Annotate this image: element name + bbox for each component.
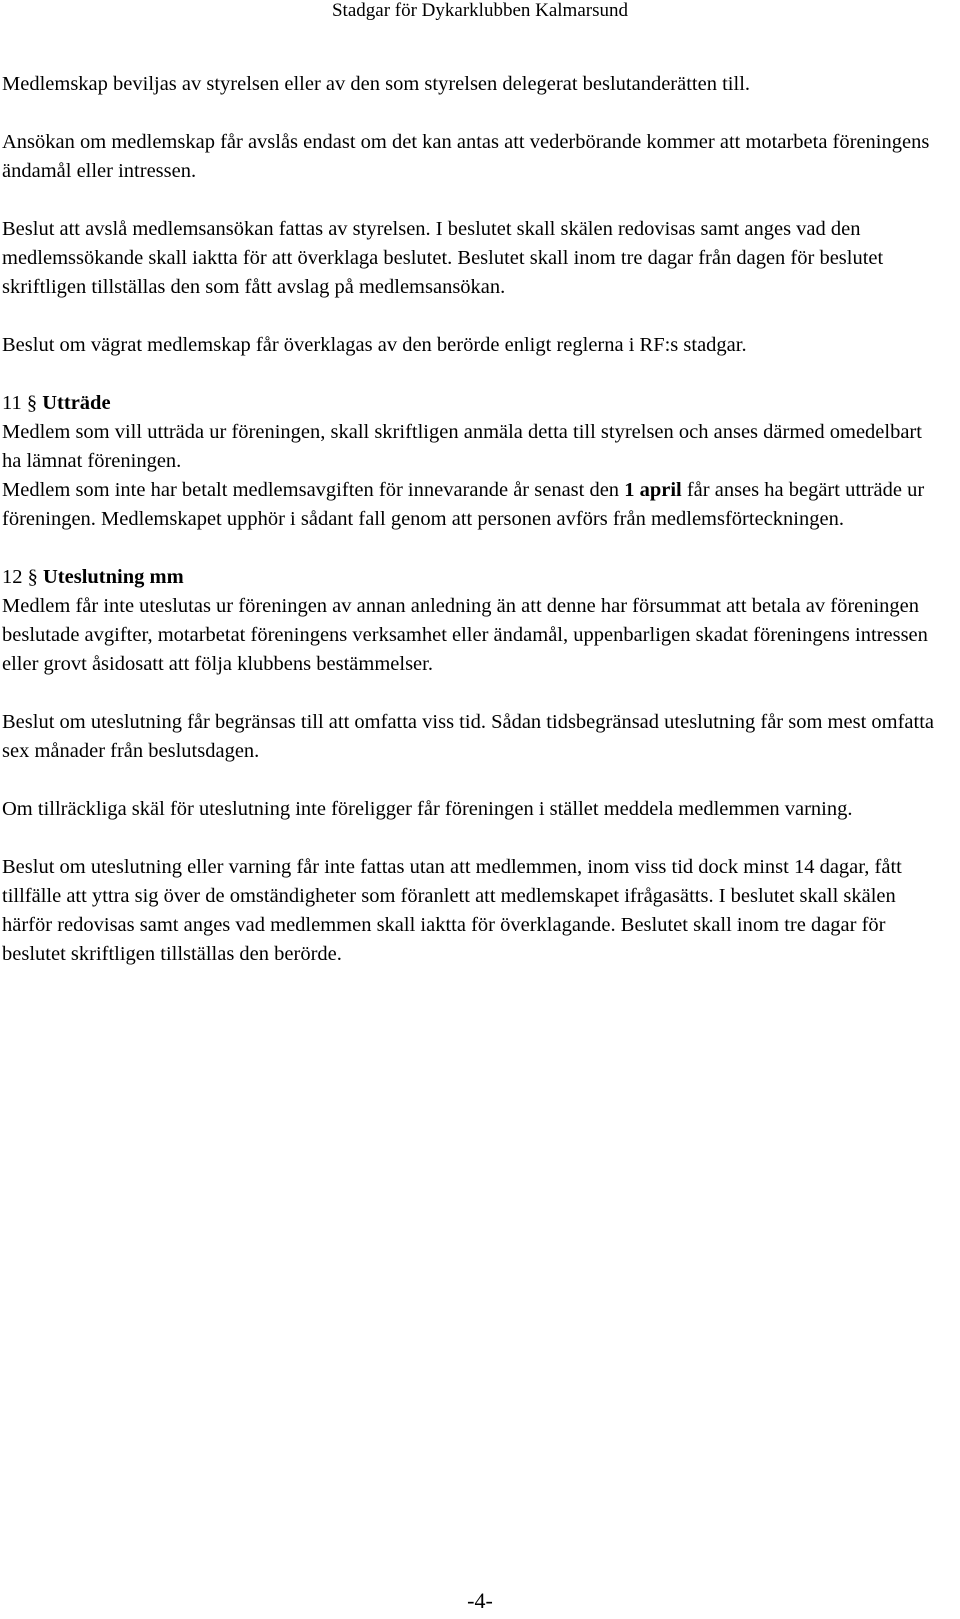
section-12-number: 12 § <box>2 566 38 588</box>
section-12-title: Uteslutning mm <box>43 566 184 588</box>
document-body <box>2 70 938 969</box>
running-header: Stadgar för Dykarklubben Kalmarsund <box>331 0 628 21</box>
section-11-paragraph-resignation: Medlem som vill utträda ur föreningen, skall skriftligen anmäla detta till styrelsen och anses därmed omedelbart ha lämnat föreningen. <box>2 421 922 472</box>
section-11-text-before: Medlem som inte har betalt medlemsavgiften för innevarande år senast den <box>2 479 625 501</box>
paragraph-rejection-decision: Beslut att avslå medlemsansökan fattas av styrelsen. I beslutet skall skälen redovisas samt anges vad den medlemssökande skall iaktta för att överklaga beslutet. Beslutet skall inom tre dagar från dagen för beslutet skriftligen tillställas den som fått avslag på medlemsansökan. <box>2 218 884 298</box>
section-11-text-after: får anses ha begärt utträde ur föreningen. Medlemskapet upphör i sådant fall genom att personen avförs från medlemsförteckningen. <box>2 479 925 530</box>
section-11-heading <box>2 389 938 418</box>
section-12-paragraph-time-limit: Beslut om uteslutning får begränsas till att omfatta viss tid. Sådan tidsbegränsad uteslutning får som mest omfatta sex månader från beslutsdagen. <box>2 711 935 762</box>
section-12-paragraph-grounds: Medlem får inte uteslutas ur föreningen av annan anledning än att denne har försummat att betala av föreningen beslutade avgifter, motarbetat föreningens verksamhet eller ändamål, uppenbarligen skadat föreningens intressen eller grovt åsidosatt att följa klubbens bestämmelser. <box>2 595 928 675</box>
paragraph-membership-rejection: Ansökan om medlemskap får avslås endast om det kan antas att vederbörande kommer att motarbeta föreningens ändamål eller intressen. <box>2 131 930 182</box>
section-11-deadline: 1 april <box>624 479 682 501</box>
section-11-paragraph-unpaid-fee <box>2 476 938 534</box>
page-number: -4- <box>467 1588 493 1613</box>
paragraph-membership-granted: Medlemskap beviljas av styrelsen eller av den som styrelsen delegerat beslutanderätten till. <box>2 73 751 95</box>
section-12-paragraph-procedure: Beslut om uteslutning eller varning får inte fattas utan att medlemmen, inom viss tid dock minst 14 dagar, fått tillfälle att yttra sig över de omständigheter som föranlett att medlemskapet ifrågasätts. I beslutet skall skälen härför redovisas samt anges vad medlemmen skall iaktta för överklagande. Beslutet skall inom tre dagar för beslutet skriftligen tillställas den berörde. <box>2 856 902 965</box>
section-12-paragraph-warning: Om tillräckliga skäl för uteslutning inte föreligger får föreningen i stället meddela medlemmen varning. <box>2 798 853 820</box>
section-11-title: Utträde <box>42 392 111 414</box>
paragraph-appeal: Beslut om vägrat medlemskap får överklagas av den berörde enligt reglerna i RF:s stadgar. <box>2 334 747 356</box>
section-11-number: 11 § <box>2 392 38 414</box>
section-12-heading <box>2 563 938 592</box>
